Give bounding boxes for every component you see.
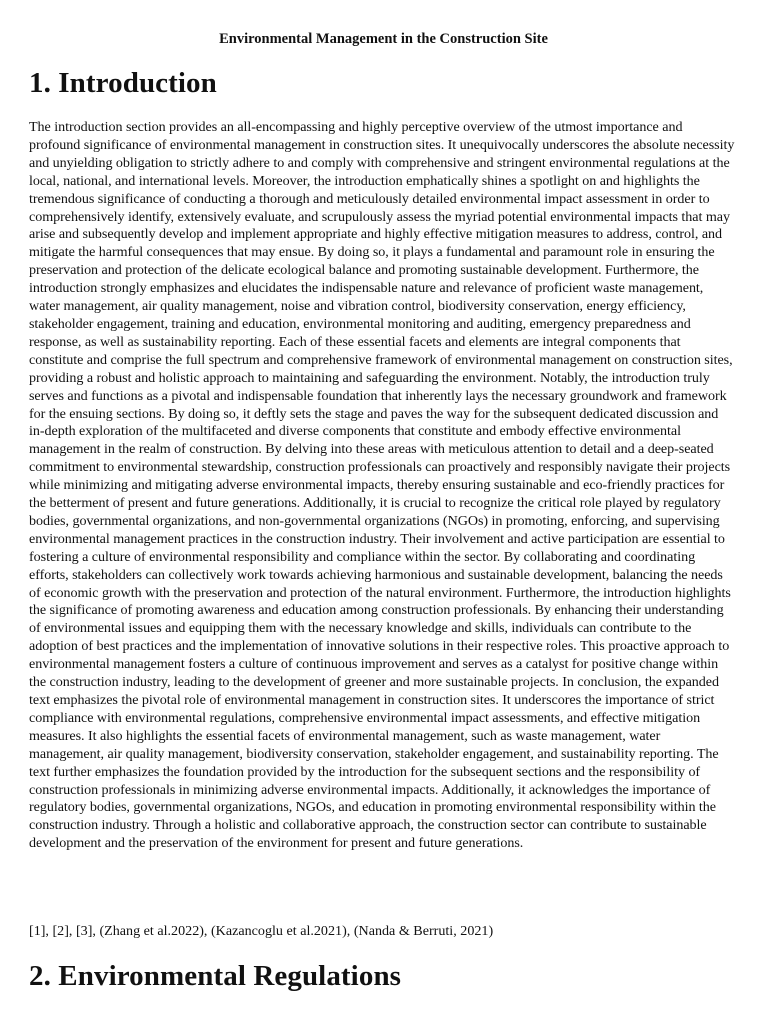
section-heading-introduction: 1. Introduction	[29, 67, 217, 99]
introduction-paragraph: The introduction section provides an all-encompassing and highly perceptive overview of the utmost importance and profound significance of environmental management in construction sites. It unequivocally underscores the absolute necessity and unyielding obligation to strictly adhere to and comply with comprehensive and stringent environmental regulations at the local, national, and international levels. Moreover, the introduction emphatically shines a spotlight on and highlights the tremendous significance of conducting a thorough and meticulously detailed environmental impact assessment in order to comprehensively identify, extensively evaluate, and scrupulously assess the myriad potential environmental impacts that may arise and subsequently develop and implement appropriate and highly effective mitigation measures to address, control, and mitigate the harmful consequences that may ensue. By doing so, it plays a fundamental and paramount role in ensuring the preservation and protection of the delicate ecological balance and promoting sustainable development. Furthermore, the introduction strongly emphasizes and elucidates the indispensable nature and relevance of proficient waste management, water management, air quality management, noise and vibration control, biodiversity conservation, energy efficiency, stakeholder engagement, training and education, environmental monitoring and auditing, emergency preparedness and response, as well as sustainability reporting. Each of these essential facets and elements are integral components that constitute and comprise the full spectrum and comprehensive framework of environmental management on construction sites, providing a robust and holistic approach to maintaining and safeguarding the environment. Notably, the introduction truly serves and functions as a pivotal and indispensable foundation that inherently lays the necessary groundwork and framework for the ensuing sections. By doing so, it deftly sets the stage and paves the way for the subsequent dedicated discussion and in-depth exploration of the multifaceted and diverse components that constitute and embody effective environmental management in the realm of construction. By delving into these areas with meticulous attention to detail and a deep-seated commitment to environmental stewardship, construction professionals can proactively and responsibly navigate their projects while minimizing and mitigating adverse environmental impacts, thereby ensuring sustainable and eco-friendly practices for the betterment of present and future generations. Additionally, it is crucial to recognize the critical role played by regulatory bodies, governmental organizations, and non-governmental organizations (NGOs) in promoting, enforcing, and supervising environmental management practices in the construction industry. Their involvement and active participation are essential to fostering a culture of environmental responsibility and compliance within the sector. By collaborating and coordinating efforts, stakeholders can collectively work towards achieving harmonious and sustainable development, balancing the needs of economic growth with the preservation and protection of the natural environment. Furthermore, the introduction highlights the significance of promoting awareness and education among construction professionals. By enhancing their understanding of environmental issues and equipping them with the necessary knowledge and skills, individuals can contribute to the adoption of best practices and the implementation of innovative solutions in their respective roles. This proactive approach to environmental management fosters a culture of continuous improvement and serves as a catalyst for positive change within the construction industry, leading to the development of greener and more sustainable projects. In conclusion, the expanded text emphasizes the pivotal role of environmental management in construction sites. It underscores the importance of strict compliance with environmental regulations, comprehensive environmental impact assessments, and effective mitigation measures. It also highlights the essential facets of environmental management, such as waste management, water management, air quality management, biodiversity conservation, stakeholder engagement, and sustainability reporting. The text further emphasizes the foundation provided by the introduction for the subsequent sections and the responsibility of construction professionals in minimizing adverse environmental impacts. Additionally, it acknowledges the importance of regulatory bodies, governmental organizations, NGOs, and education in promoting environmental responsibility within the construction industry. Through a holistic and collaborative approach, the construction sector can contribute to sustainable development and the preservation of the environment for present and future generations.	[29, 119, 735, 852]
document-title: Environmental Management in the Construction Site	[219, 31, 548, 47]
section-heading-environmental-regulations: 2. Environmental Regulations	[29, 960, 402, 992]
introduction-citations: [1], [2], [3], (Zhang et al.2022), (Kazancoglu et al.2021), (Nanda & Berruti, 2021)	[29, 923, 494, 939]
